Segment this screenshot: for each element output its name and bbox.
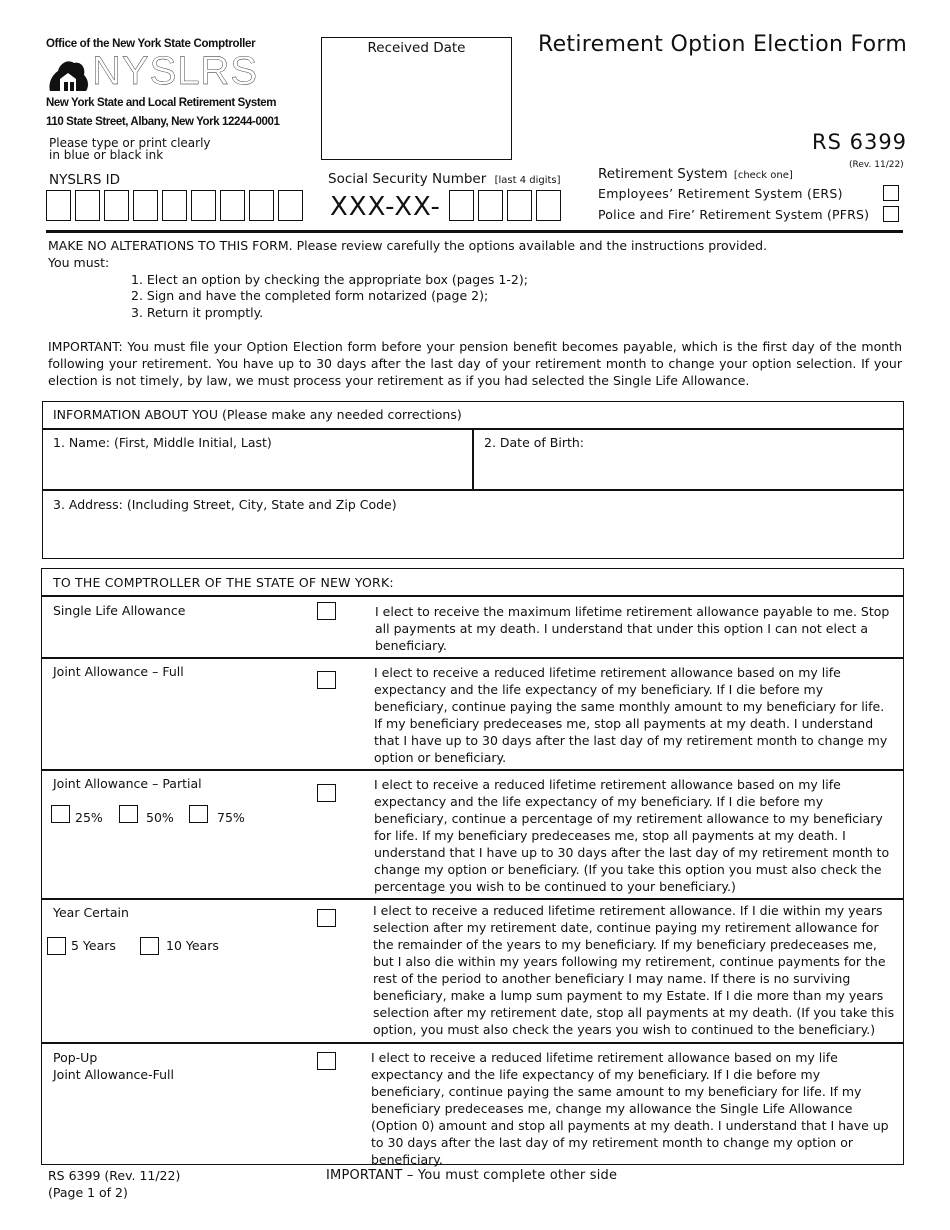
info-divider-2 <box>42 489 904 491</box>
pct-50-label: 50% <box>146 810 174 825</box>
name-label: 1. Name: (First, Middle Initial, Last) <box>53 435 272 450</box>
nyslrs-id-digit[interactable] <box>191 190 216 221</box>
dob-field[interactable] <box>480 452 898 486</box>
building-logo-icon <box>46 55 92 95</box>
footer-page: (Page 1 of 2) <box>48 1185 128 1200</box>
ssn-digit[interactable] <box>478 190 503 221</box>
address-label: 3. Address: (Including Street, City, State and Zip Code) <box>53 497 397 512</box>
dob-label: 2. Date of Birth: <box>484 435 584 450</box>
options-divider <box>41 595 904 597</box>
ink-note-1: Please type or print clearly <box>49 136 211 150</box>
instruction-step: 1. Elect an option by checking the appropriate box (pages 1-2); <box>131 272 528 287</box>
name-field[interactable] <box>50 452 466 486</box>
instructions-line1: MAKE NO ALTERATIONS TO THIS FORM. Please review carefully the options available and the instructions provided. <box>48 238 768 253</box>
joint-partial-text: I elect to receive a reduced lifetime retirement allowance based on my life expectancy and the life expectancy of my beneficiary. If I die before my beneficiary, continue a percentage of my retirement allowance to my beneficiary for life. If my beneficiary predeceases me, stop all payments at my death. I understand that I have up to 30 days after the last day of my retirement month to change my option or beneficiary. (If you take this option you must also check the percentage you wish to be continued to your beneficiary.) <box>374 777 890 894</box>
option-divider <box>41 657 904 659</box>
pct-50-checkbox[interactable] <box>119 805 138 823</box>
joint-full-checkbox[interactable] <box>317 671 336 689</box>
ssn-digit[interactable] <box>449 190 474 221</box>
ssn-hint: [last 4 digits] <box>494 175 561 186</box>
pfrs-checkbox[interactable] <box>883 206 899 222</box>
pct-75-checkbox[interactable] <box>189 805 208 823</box>
years-5-label: 5 Years <box>71 938 116 953</box>
years-10-checkbox[interactable] <box>140 937 159 955</box>
nyslrs-logo <box>46 49 271 95</box>
single-life-label: Single Life Allowance <box>53 603 186 618</box>
nyslrs-id-digit[interactable] <box>75 190 100 221</box>
received-date-box <box>321 37 512 160</box>
option-divider <box>41 769 904 771</box>
org-line: Office of the New York State Comptroller <box>46 38 256 50</box>
nyslrs-id-digit[interactable] <box>133 190 158 221</box>
joint-full-label: Joint Allowance – Full <box>53 664 184 679</box>
joint-full-text: I elect to receive a reduced lifetime retirement allowance based on my life expectancy and the life expectancy of my beneficiary. If I die before my beneficiary, continue paying the same monthly amount to my beneficiary for life. If my beneficiary predeceases me, stop all payments at my death. I understand that I have up to 30 days after the last day of my retirement month to change my option or beneficiary. <box>374 665 888 765</box>
ink-note-2: in blue or black ink <box>49 148 164 162</box>
ssn-digit[interactable] <box>507 190 532 221</box>
year-certain-checkbox[interactable] <box>317 909 336 927</box>
footer-form-rev: RS 6399 (Rev. 11/22) <box>48 1168 181 1183</box>
address-field[interactable] <box>50 515 898 555</box>
retirement-system-text: Retirement System <box>598 166 728 182</box>
logo-text: NYSLRS <box>92 49 259 93</box>
popup-label-1: Pop-Up <box>53 1050 98 1065</box>
pct-75-label: 75% <box>217 810 245 825</box>
form-title: Retirement Option Election Form <box>538 32 908 57</box>
system-address: 110 State Street, Albany, New York 12244-0001 <box>46 116 280 128</box>
instruction-step: 2. Sign and have the completed form notarized (page 2); <box>131 288 489 303</box>
form-number: RS 6399 <box>812 130 908 154</box>
ssn-digit[interactable] <box>536 190 561 221</box>
ssn-prefix: XXX-XX- <box>330 192 441 222</box>
year-certain-label: Year Certain <box>53 905 129 920</box>
footer-important: IMPORTANT – You must complete other side <box>326 1168 618 1183</box>
header-divider <box>46 230 903 233</box>
info-col-divider <box>472 428 474 489</box>
pct-25-label: 25% <box>75 810 103 825</box>
system-name: New York State and Local Retirement System <box>46 97 277 109</box>
single-life-text: I elect to receive the maximum lifetime retirement allowance payable to me. Stop all payments at my death. I understand that under this option I can not elect a beneficiary. <box>375 604 890 653</box>
instructions-line2: You must: <box>48 255 110 270</box>
nyslrs-id-digit[interactable] <box>278 190 303 221</box>
instruction-step: 3. Return it promptly. <box>131 305 264 320</box>
joint-partial-label: Joint Allowance – Partial <box>53 776 202 791</box>
important-notice: IMPORTANT: You must file your Option Election form before your pension benefit becomes payable, which is the first day of the month following your retirement. You have up to 30 days after the last day of your retirement month to change your option selection. If your election is not timely, by law, we must process your retirement as if you had selected the Single Life Allowance. <box>48 339 902 388</box>
nyslrs-id-digit[interactable] <box>220 190 245 221</box>
popup-text: I elect to receive a reduced lifetime retirement allowance based on my life expectancy and the life expectancy of my beneficiary. If I die before my beneficiary, continue paying the same amount to my beneficiary for life. If my beneficiary predeceases me, change my allowance the Single Life Allowance (Option 0) amount and stop all payments at my death. I understand that I have up to 30 days after the last day of my retirement month to change my option or beneficiary. <box>371 1050 889 1167</box>
ers-label: Employees’ Retirement System (ERS) <box>598 186 843 201</box>
years-10-label: 10 Years <box>166 938 219 953</box>
years-5-checkbox[interactable] <box>47 937 66 955</box>
ers-checkbox[interactable] <box>883 185 899 201</box>
nyslrs-id-digit[interactable] <box>162 190 187 221</box>
ssn-label-text: Social Security Number <box>328 171 487 187</box>
popup-checkbox[interactable] <box>317 1052 336 1070</box>
ssn-label <box>328 171 561 187</box>
joint-partial-checkbox[interactable] <box>317 784 336 802</box>
retirement-system-hint: [check one] <box>733 170 793 181</box>
retirement-system-label <box>598 166 793 182</box>
nyslrs-id-digit[interactable] <box>46 190 71 221</box>
form-revision: (Rev. 11/22) <box>849 160 904 170</box>
options-title: TO THE COMPTROLLER OF THE STATE OF NEW YORK: <box>53 575 394 590</box>
nyslrs-id-digit[interactable] <box>249 190 274 221</box>
nyslrs-id-digit[interactable] <box>104 190 129 221</box>
pct-25-checkbox[interactable] <box>51 805 70 823</box>
pfrs-label: Police and Fire’ Retirement System (PFRS) <box>598 207 870 222</box>
year-certain-text: I elect to receive a reduced lifetime retirement allowance. If I die within my years selection after my retirement date, continue paying my retirement allowance for the remainder of the years to my beneficiary. If my beneficiary predeceases me, but I also die within my years following my retirement, continue payments for the rest of the period to another beneficiary I may name. If there is no surviving beneficiary, make a lump sum payment to my Estate. If I die more than my years selection after my retirement date, stop all payments at my death. (If you take this option, you must also check the years you wish to continued to the beneficiary.) <box>373 903 895 1037</box>
nyslrs-id-label: NYSLRS ID <box>49 172 121 188</box>
option-divider <box>41 898 904 900</box>
info-title: INFORMATION ABOUT YOU (Please make any needed corrections) <box>53 407 462 422</box>
single-life-checkbox[interactable] <box>317 602 336 620</box>
popup-label-2: Joint Allowance-Full <box>53 1067 175 1082</box>
received-date-label: Received Date <box>367 40 466 56</box>
option-divider <box>41 1042 904 1044</box>
